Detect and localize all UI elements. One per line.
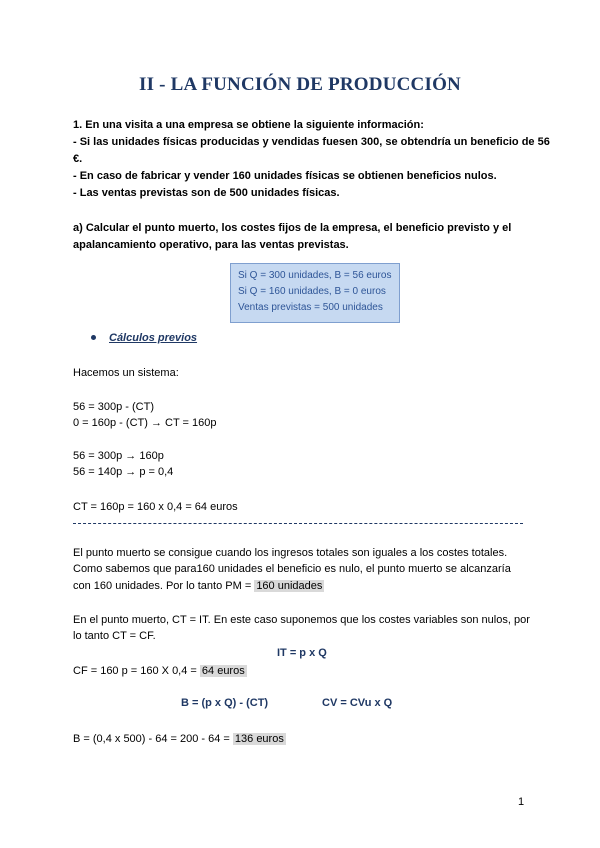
cf-result-text: CF = 160 p = 160 X 0,4 = — [73, 665, 200, 677]
page-number: 1 — [518, 796, 525, 808]
pm-result-highlight: 160 unidades — [256, 580, 323, 592]
pm-line-3 — [73, 578, 324, 594]
section-divider — [73, 523, 523, 524]
cf-line-2: lo tanto CT = CF. — [73, 630, 156, 642]
summary-line-1: Si Q = 300 unidades, B = 56 euros — [238, 270, 392, 281]
question-line-2: apalancamiento operativo, para las ventas previstas. — [73, 239, 349, 251]
summary-box — [230, 263, 400, 323]
cf-line-1: En el punto muerto, CT = IT. En este caso suponemos que los costes variables son nulos, por — [73, 614, 530, 626]
system-line-4: 56 = 140p → p = 0,4 — [73, 466, 174, 478]
system-intro: Hacemos un sistema: — [73, 367, 179, 379]
bullet-dot-icon — [91, 335, 96, 340]
problem-line-5: - Las ventas previstas son de 500 unidades físicas. — [73, 187, 340, 199]
summary-line-3: Ventas previstas = 500 unidades — [238, 302, 383, 313]
pm-line-1: El punto muerto se consigue cuando los ingresos totales son iguales a los costes totales. — [73, 547, 508, 559]
bullet-item — [91, 330, 197, 346]
page-title: II - LA FUNCIÓN DE PRODUCCIÓN — [139, 74, 461, 95]
bullet-label: Cálculos previos — [109, 332, 198, 344]
problem-line-4: - En caso de fabricar y vender 160 unidades físicas se obtienen beneficios nulos. — [73, 170, 497, 182]
problem-line-3: €. — [73, 153, 83, 165]
pm-line-3-text: con 160 unidades. Por lo tanto PM = — [73, 580, 255, 592]
b-result-text: B = (0,4 x 500) - 64 = 200 - 64 = — [73, 733, 233, 745]
summary-line-2: Si Q = 160 unidades, B = 0 euros — [238, 286, 386, 297]
system-line-5: CT = 160p = 160 x 0,4 = 64 euros — [73, 501, 238, 513]
problem-line-2: - Si las unidades físicas producidas y vendidas fuesen 300, se obtendría un beneficio de 56 — [73, 136, 550, 148]
question-line-1: a) Calcular el punto muerto, los costes fijos de la empresa, el beneficio previsto y el — [73, 222, 512, 234]
b-result-line — [73, 731, 286, 747]
formula-b: B = (p x Q) - (CT) — [181, 697, 269, 709]
pm-line-2: Como sabemos que para160 unidades el beneficio es nulo, el punto muerto se alcanzaría — [73, 563, 511, 575]
formula-it: IT = p x Q — [277, 647, 327, 659]
system-line-1: 56 = 300p - (CT) — [73, 401, 155, 413]
cf-result-highlight: 64 euros — [201, 665, 245, 677]
system-line-2: 0 = 160p - (CT) → CT = 160p — [73, 417, 217, 429]
cf-result-line — [73, 663, 247, 679]
b-result-highlight: 136 euros — [234, 733, 284, 745]
system-line-3: 56 = 300p → 160p — [73, 450, 164, 462]
formula-cv: CV = CVu x Q — [322, 697, 393, 709]
problem-line-1: 1. En una visita a una empresa se obtiene la siguiente información: — [73, 119, 424, 131]
